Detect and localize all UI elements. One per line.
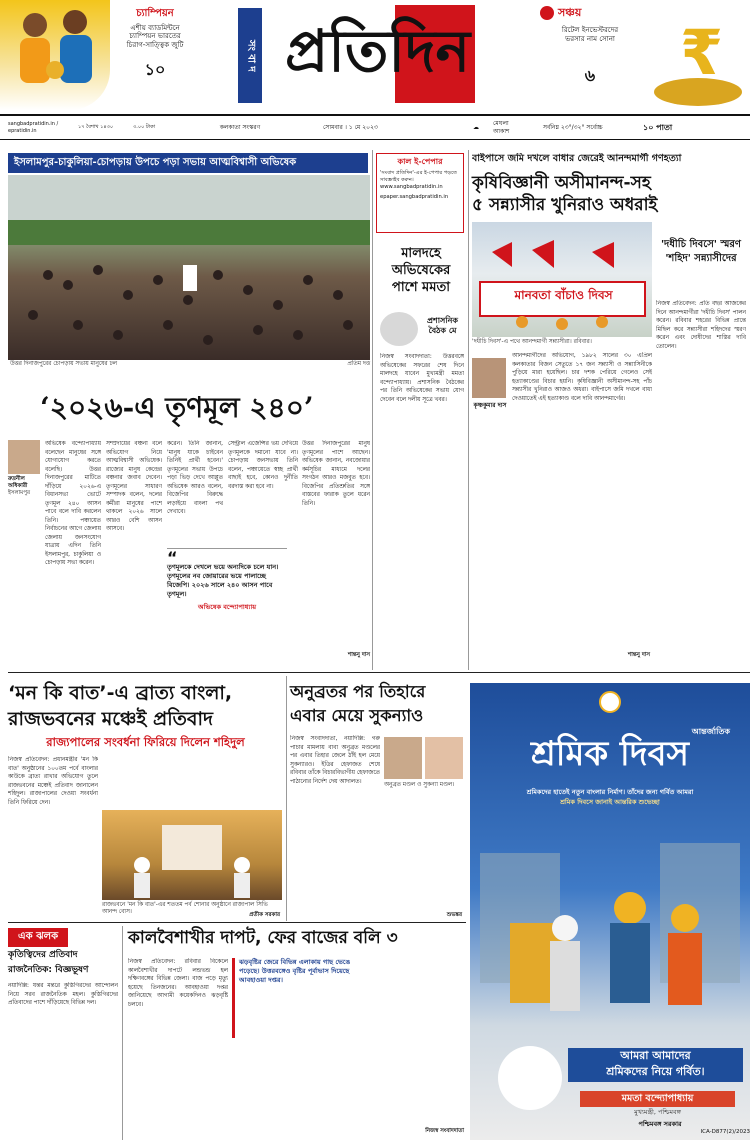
pullquote-box: “ তৃণমূলকে দেখলে ভয়ে অন্যদিকে চলে যান। তৃণমূলের নব জোয়ারের ভয়ে পালাচ্ছে বিজেপি। ২০২৬ সালে ২৪০ আসন পাবে তৃণমূল। অভিষেক বন্দ্যোপাধ্যায় [167,548,287,663]
storm-highlight: ঝড়বৃষ্টির জেরে বিভিন্ন এলাকায় গাছ ভেঙে পড়েছে। উত্তরবঙ্গেও বৃষ্টির পূর্বাভাস দিয়েছে আবহাওয়া দপ্তর। [232,958,352,1038]
rupee-gold-icon [650,4,746,108]
advert-cm-name: মমতা বন্দ্যোপাধ্যায় [580,1091,735,1107]
promo-line: চিরাগ-সাত্ত্বিক জুটি [126,41,184,49]
mann-body: নিজস্ব প্রতিবেদন: প্রধানমন্ত্রীর 'মন কি বাত' অনুষ্ঠানের ১০০তম পর্বে বাংলার কাউকে ব্রাত্য রাখার অভিযোগ তুলে রাজভবনের মঞ্চেই প্রতিবাদ জানালেন শহিদুল। রাজ্যপালের দেওয়া সংবর্ধনা তিনি ফিরিয়ে দেন। [8,757,98,806]
headline-line: ৫ সন্ন্যাসীর খুনিরাও অধরাই [472,195,658,215]
sukanya-headline [290,680,465,728]
advert-title: শ্রমিক দিবস [531,734,689,774]
sadhu-side-body: নিজস্ব প্রতিবেদন: প্রতি বছর আজকের দিনে আনন্দমার্গীরা 'দধীচি দিবস' পালন করেন। রবিবার শহরের বিভিন্ন প্রান্তে মিছিল করে সন্ন্যাসীরা শহিদদের স্মরণ করেন এবং দোষীদের শাস্তির দাবি তোলেন। [656,301,746,350]
promo-badminton[interactable] [0,0,200,112]
lead-column: করেন। তিনি জানান, 'মানুষ যাকে চাইবেন তিনিই প্রার্থী হবেন।' তৃণমূলের সভায় উপচে পড়া ভিড় দেখে আপ্লুত অভিষেক আরও বলেন, বিজেপির বিরুদ্ধে লড়াইয়ে বাংলা পথ দেখাবে। [167,441,223,515]
protest-banner-text: মানবতা বাঁচাও দিবস [514,288,613,302]
brief-tag [8,928,68,947]
mann-end-credit: প্রতীক সরকার [249,912,280,918]
sukanya-end-credit: শুভঙ্কর [446,912,462,918]
advert-govt: পশ্চিমবঙ্গ সরকার [638,1120,682,1128]
sadhu-end-credit: শান্তনু দাস [628,652,650,658]
brief-body: নয়াদিল্লি: যন্তর মন্তরে কুস্তিগিরদের আন্দোলন নিয়ে সরব রাজনৈতিক মহল। কুস্তিগিরদের প্রতিবাদের পাশে দাঁড়িয়েছে বিভিন্ন দল। [8,983,118,1006]
epaper-box[interactable] [376,153,464,233]
rajbhavan-photo [102,810,282,900]
edition-text: কলকাতা সংস্করণ [219,123,261,131]
byline-name: রুদ্রনীল অধিকারী [8,476,28,489]
promo-tag: চ্যাম্পিয়ন [136,8,174,19]
byline-role: ইসলামপুর [8,490,30,496]
athletes-photo [0,0,110,110]
mamata-photo [380,312,418,346]
advert-tagline: শ্রমিকদের হাতেই নতুন বাংলার নির্মাণ। তাঁদের জন্য গর্বিত আমরা [526,788,694,796]
storm-body: নিজস্ব প্রতিবেদন: রবিবার বিকেলে কালবৈশাখীর দাপটে লন্ডভন্ড হল দক্ষিণবঙ্গের বিভিন্ন জেলা। বাজ পড়ে মৃত্যু হয়েছে তিনজনের। আবহাওয়া দপ্তর জানিয়েছে আগামী কয়েকদিনও ঝড়বৃষ্টি চলবে। [128,959,228,1008]
lead-photo-caption: উত্তর দিনাজপুরের চোপড়ায় সভায় মানুষের ঢল [10,361,117,367]
lead-strap: ইসলামপুর-চাকুলিয়া-চোপড়ায় উপচে পড়া সভায় আত্মবিশ্বাসী অভিষেক [8,153,368,173]
storm-headline: কালবৈশাখীর দাপট, ফের বাজের বলি ৩ [128,928,398,948]
govt-emblem-icon [599,691,621,713]
website-text: sangbadpratidin.in / epratidin.in [8,121,59,134]
pullquote-text: তৃণমূলকে দেখলে ভয়ে অন্যদিকে চলে যান। তৃণমূলের নব জোয়ারের ভয়ে পালাচ্ছে বিজেপি। ২০২৬ সালে ২৪০ আসন পাবে তৃণমূল। [167,563,279,598]
sadhu-photo-caption: 'দধীচি দিবস'-এ পথে আনন্দমার্গী সন্ন্যাসীরা। রবিবার। [472,339,592,345]
protest-photo [472,222,652,337]
epaper-url[interactable]: epaper.sangbadpratidin.in [380,194,449,200]
masthead-logo[interactable] [285,5,485,105]
brief-head: রাজনৈতিক: বিজ্ঞভূষণ [8,965,89,975]
sadhu-reporter: কৃষ্ণকুমার দাস [473,402,507,409]
lead-headline: ‘২০২৬-এ তৃণমূল ২৪০’ [40,391,314,424]
lead-photo-credit: প্রতিম দত্ত [347,361,370,367]
headline-line: এবার মেয়ে সুকন্যাও [290,706,424,725]
rally-crowd-photo [8,175,370,360]
malda-body: নিজস্ব সংবাদদাতা: উত্তরবঙ্গে অভিষেকের সফরের শেষ দিনে মালদহে যাবেন মুখ্যমন্ত্রী মমতা বন্দ্যোপাধ্যায়। প্রশাসনিক বৈঠকের পর তিনি অভিষেকের সভায় যোগ দেবেন বলে দলীয় সূত্রে খবর। [380,354,464,403]
svg-text:₹: ₹ [680,16,724,89]
promo-gold[interactable] [530,0,750,112]
lead-column: সম্প্রদায়ের বঞ্চনা বলে অভিযোগ নিয়ে আত্মবিশ্বাসী অভিষেক। রাজ্যের মানুষ কেন্দ্রের বঞ্চনার জবাব দেবেন। তৃণমূলের সাধারণ সম্পাদক বলেন, দলের কর্মীরা মানুষের পাশে থাকলে ২০২৬ সালে আরও বেশি আসন আসবে। [106,441,162,532]
reporter-avatar [8,440,40,474]
labour-day-advert[interactable] [470,683,750,1140]
lead-end-credit: শান্তনু দাস [348,652,370,658]
sukanya-body: নিজস্ব সংবাদদাতা, নয়াদিল্লি: গরু পাচার মামলায় বাবা অনুব্রত মণ্ডলের পর এবার তিহার জেলে ঠাঁই হল মেয়ে সুকন্যারও। ইডির হেফাজত শেষে রবিবার তাঁকে বিচারবিভাগীয় হেফাজতে পাঠানোর নির্দেশ দেয় আদালত। [290,736,380,785]
advert-proud-line: আমরা আমাদের [620,1049,691,1062]
mann-photo-caption: রাজভবনে 'মন কি বাত'-এর শততম পর্ব শোনার অনুষ্ঠানে রাজ্যপাল সিভি আনন্দ বোস। [102,902,268,916]
sukanya-caption: অনুব্রত মণ্ডল ও সুকন্যা মণ্ডল। [384,782,455,788]
bengali-date: ১৭ বৈশাখ ১৪৩০ [78,124,114,131]
lead-column: সেন্ট্রাল এজেন্সির ভয় দেখিয়ে তৃণমূলকে দমানো যাবে না। চোপড়ায় জনসভায় তিনি বলেন, পঞ্চায়েতে স্বচ্ছ প্রার্থী বাছাই হবে, কোনও দুর্নীতি বরদাস্ত করা হবে না। [228,441,298,490]
sadhu-headline [472,172,744,216]
advert-small-title: আন্তর্জাতিক [691,727,730,736]
sangbad-side-tag: সং বা দ [238,8,262,103]
sadhu-body: আনন্দমার্গীদের অভিযোগ, ১৯৮২ সালের ৩০ এপ্রিল কলকাতার বিজন সেতুতে ১৭ জন সন্ন্যাসী ও সন্ন্যাসিনীকে পুড়িয়ে মারা হয়েছিল। চার দশক পেরিয়ে গেলেও সেই হত্যাকাণ্ডের বিচার হয়নি। কৃষিবিজ্ঞানী অসীমানন্দ-সহ পাঁচ সন্ন্যাসীর খুনিরাও আজও অধরা। বাইপাসে জমি দখলে বাধা দেওয়াতেই এই হত্যাকাণ্ড বলে দাবি আনন্দমার্গের। [512,353,652,402]
sukanya-photo [425,737,463,779]
logo-text: প্রতিদিন [285,17,471,85]
promo-line: চ্যাম্পিয়ন ভারতের [129,32,181,41]
piggy-bank-icon [540,6,554,20]
cloud-icon: ☁ [473,123,479,131]
weekday-date: সোমবার । ১ মে ২০২৩ [323,123,378,131]
headline-line: রাজভবনের মঞ্চেই প্রতিবাদ [8,708,213,730]
lead-column: উত্তর দিনাজপুরের মানুষ তৃণমূলের পাশে আছেন। অভিষেক জানান, নবজোয়ার কর্মসূচির মাধ্যমে দলের সংগঠন আরও মজবুত হবে। বিজেপির প্রতিশ্রুতির সঙ্গে বাস্তবের ফারাক তুলে ধরেন তিনি। [302,441,370,507]
headline-line: কৃষিবিজ্ঞানী অসীমানন্দ-সহ [472,173,651,193]
advert-tagline: শ্রমিক দিবসে জানাই আন্তরিক শুভেচ্ছা [560,798,660,806]
headline-line: অনুব্রতর পর তিহারে [290,682,426,701]
lead-column: অভিষেক বন্দ্যোপাধ্যায় বলেছেন মানুষের সঙ্গে যোগাযোগ করতে বলেছি। উত্তর দিনাজপুরের মাটিতে দাঁড়িয়ে ২০২৬-এ বিধানসভা ভোটে তৃণমূল ২৪০ আসন পাবে বলে দাবি করলেন তিনি। পঞ্চায়েত নির্বাচনের আগে জেলায় জেলায় জনসংযোগ যাত্রায় এদিন তিনি ইসলামপুর, চাকুলিয়া ও চোপড়ায় সভা করেন। [45,441,101,566]
brief-tag-label: এক ঝলক [8,928,68,947]
dateline-bar [0,114,750,140]
brief-head: কৃতিত্বিদের প্রতিবাদ [8,950,78,960]
headline-line: ‘মন কি বাত’-এ ব্রাত্য বাংলা, [8,682,233,704]
advert-proud-box [568,1048,743,1082]
advert-proud-line: শ্রমিকদের নিয়ে গর্বিত। [606,1065,705,1078]
promo-brand: সঞ্চয় [558,6,582,20]
weather-label: মেঘলা আকাশ [493,120,510,135]
promo-page-number: ৬ [584,65,596,85]
page-count: ১০ পাতা [643,122,673,132]
promo-line: ভরসার নাম সোনা [565,34,615,43]
anubrata-photo [384,737,422,779]
promo-page-number: ১০ [144,59,166,79]
epaper-title: কাল ই-পেপার [397,157,443,166]
price-text: ৩.০০ টাকা [133,124,156,131]
reporter-avatar [472,358,506,398]
epaper-body: 'সংবাদ প্রতিদিন'-এর ই-পেপার পড়তে সাবস্ক্রাইব করুন। www.sangbadpratidin.in [380,170,458,190]
sadhu-side-headline: 'দধীচি দিবসে' স্মরণ 'শহিদ' সন্ন্যাসীদের [661,239,741,264]
advert-cm-title: মুখ্যমন্ত্রী, পশ্চিমবঙ্গ [634,1108,681,1116]
mann-headline [8,680,283,732]
storm-end-credit: নিজস্ব সংবাদদাতা [425,1128,464,1134]
mann-subhead: রাজ্যপালের সংবর্ধনা ফিরিয়ে দিলেন শহিদুল [46,735,245,749]
sadhu-kicker: বাইপাসে জমি দখলে বাধার জেরেই আনন্দমার্গী গণহত্যা [472,153,682,164]
advert-code: ICA-D877(2)/2023 [700,1129,750,1135]
temperature-text: সর্বনিম্ন ২৩°/৩২° সর্বোচ্চ [543,123,603,131]
promo-line: এশীয় ব্যাডমিন্টনে [130,23,180,32]
malda-caption: প্রশাসনিক বৈঠক মে [427,316,458,335]
malda-headline: মালদহে অভিষেকের পাশে মমতা [391,246,451,295]
promo-line: রিটেল ইনভেস্টরদের [561,26,619,34]
pullquote-author: অভিষেক বন্দ্যোপাধ্যায় [197,603,257,611]
